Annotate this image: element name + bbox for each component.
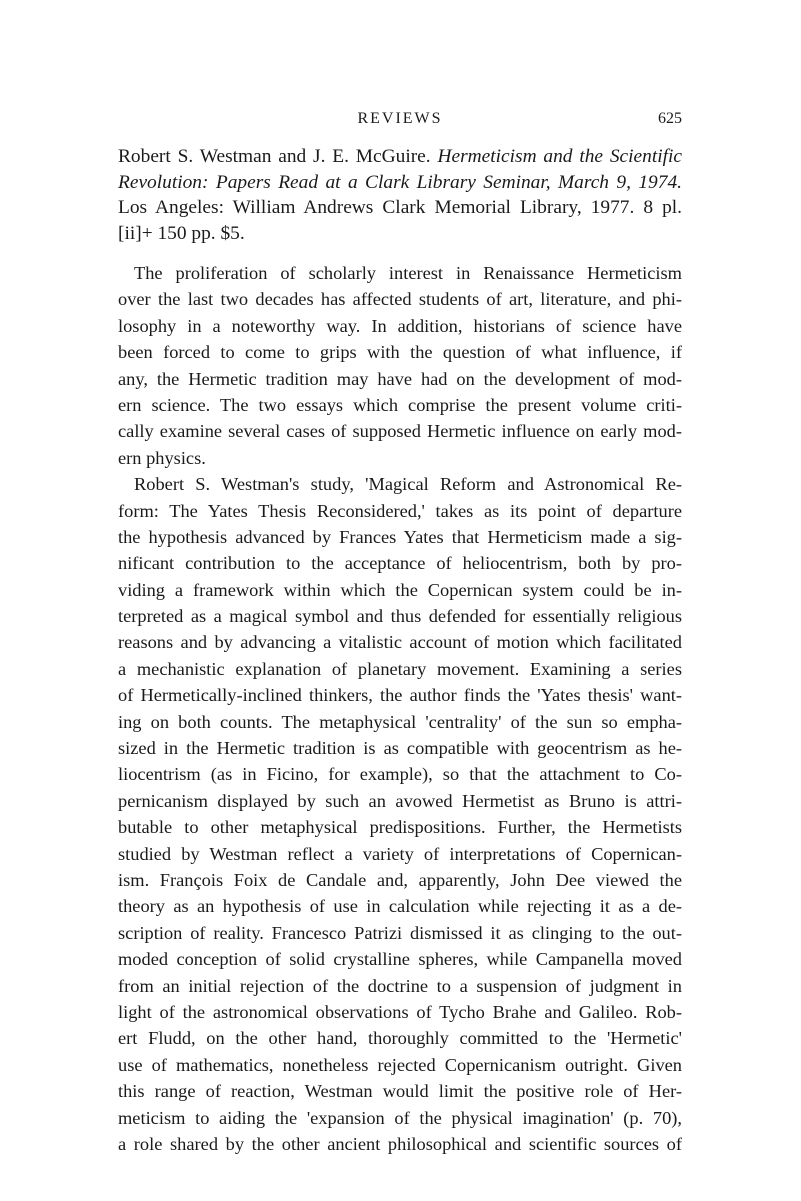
body-line: butable to other metaphysical predispositions. Further, the Hermetists	[118, 817, 682, 838]
body-line: ern physics.	[118, 447, 206, 468]
body-line: sized in the Hermetic tradition is as compatible with geocentrism as he-	[118, 738, 682, 759]
body-line: Robert S. Westman's study, 'Magical Reform and Astronomical Re-	[134, 474, 682, 495]
body-line: terpreted as a magical symbol and thus defended for essentially religious	[118, 606, 682, 627]
body-line: the hypothesis advanced by Frances Yates that Hermeticism made a sig-	[118, 526, 682, 547]
body-line: viding a framework within which the Copernican system could be in-	[118, 579, 682, 600]
body-line: nificant contribution to the acceptance of heliocentrism, both by pro-	[118, 553, 682, 574]
body-line: reasons and by advancing a vitalistic account of motion which facilitated	[118, 632, 682, 653]
body-line: scription of reality. Francesco Patrizi dismissed it as clinging to the out-	[118, 922, 682, 943]
body-line: been forced to come to grips with the question of what influence, if	[118, 342, 682, 363]
body-line: theory as an hypothesis of use in calculation while rejecting it as a de-	[118, 896, 682, 917]
book-citation	[118, 144, 682, 246]
body-line: moded conception of solid crystalline spheres, while Campanella moved	[118, 949, 682, 970]
body-line: over the last two decades has affected students of art, literature, and phi-	[118, 289, 682, 310]
page-number: 625	[658, 110, 682, 127]
running-head-title: REVIEWS	[357, 110, 443, 127]
body-line: studied by Westman reflect a variety of interpretations of Copernican-	[118, 843, 682, 864]
review-body	[118, 260, 682, 1157]
body-line: light of the astronomical observations of Tycho Brahe and Galileo. Rob-	[118, 1001, 682, 1022]
body-line: this range of reaction, Westman would limit the positive role of Her-	[118, 1081, 682, 1102]
citation-publication: Los Angeles: William Andrews Clark Memorial Library, 1977. 8 pl. [ii]+ 150 pp. $5.	[118, 197, 682, 244]
citation-authors: Robert S. Westman and J. E. McGuire.	[118, 146, 431, 167]
body-line: ing on both counts. The metaphysical 'centrality' of the sun so empha-	[118, 711, 682, 732]
body-line: pernicanism displayed by such an avowed Hermetist as Bruno is attri-	[118, 790, 682, 811]
body-line: losophy in a noteworthy way. In addition, historians of science have	[118, 315, 682, 336]
running-head	[118, 110, 682, 134]
body-line: The proliferation of scholarly interest in Renaissance Hermeticism	[134, 263, 682, 283]
body-line: cally examine several cases of supposed Hermetic influence on early mod-	[118, 421, 682, 442]
body-line: ern science. The two essays which comprise the present volume criti-	[118, 394, 682, 415]
body-line: a mechanistic explanation of planetary movement. Examining a series	[118, 658, 682, 679]
body-line: form: The Yates Thesis Reconsidered,' takes as its point of departure	[118, 500, 682, 521]
body-line: from an initial rejection of the doctrine to a suspension of judgment in	[118, 975, 682, 996]
body-line: ert Fludd, on the other hand, thoroughly committed to the 'Hermetic'	[118, 1028, 682, 1049]
body-line: any, the Hermetic tradition may have had on the development of mod-	[118, 368, 682, 389]
citation-title: Hermeticism and the Scientific Revolution: Papers Read at a Clark Library Seminar, March 9, 1974.	[118, 146, 682, 193]
body-line: ism. François Foix de Candale and, apparently, John Dee viewed the	[118, 869, 682, 890]
body-line: liocentrism (as in Ficino, for example), so that the attachment to Co-	[118, 764, 682, 785]
body-line: meticism to aiding the 'expansion of the physical imagination' (p. 70),	[118, 1107, 682, 1128]
body-line: use of mathematics, nonetheless rejected Copernicanism outright. Given	[118, 1054, 682, 1075]
body-line: a role shared by the other ancient philosophical and scientific sources of	[118, 1133, 682, 1154]
body-line: of Hermetically-inclined thinkers, the author finds the 'Yates thesis' want-	[118, 685, 682, 706]
